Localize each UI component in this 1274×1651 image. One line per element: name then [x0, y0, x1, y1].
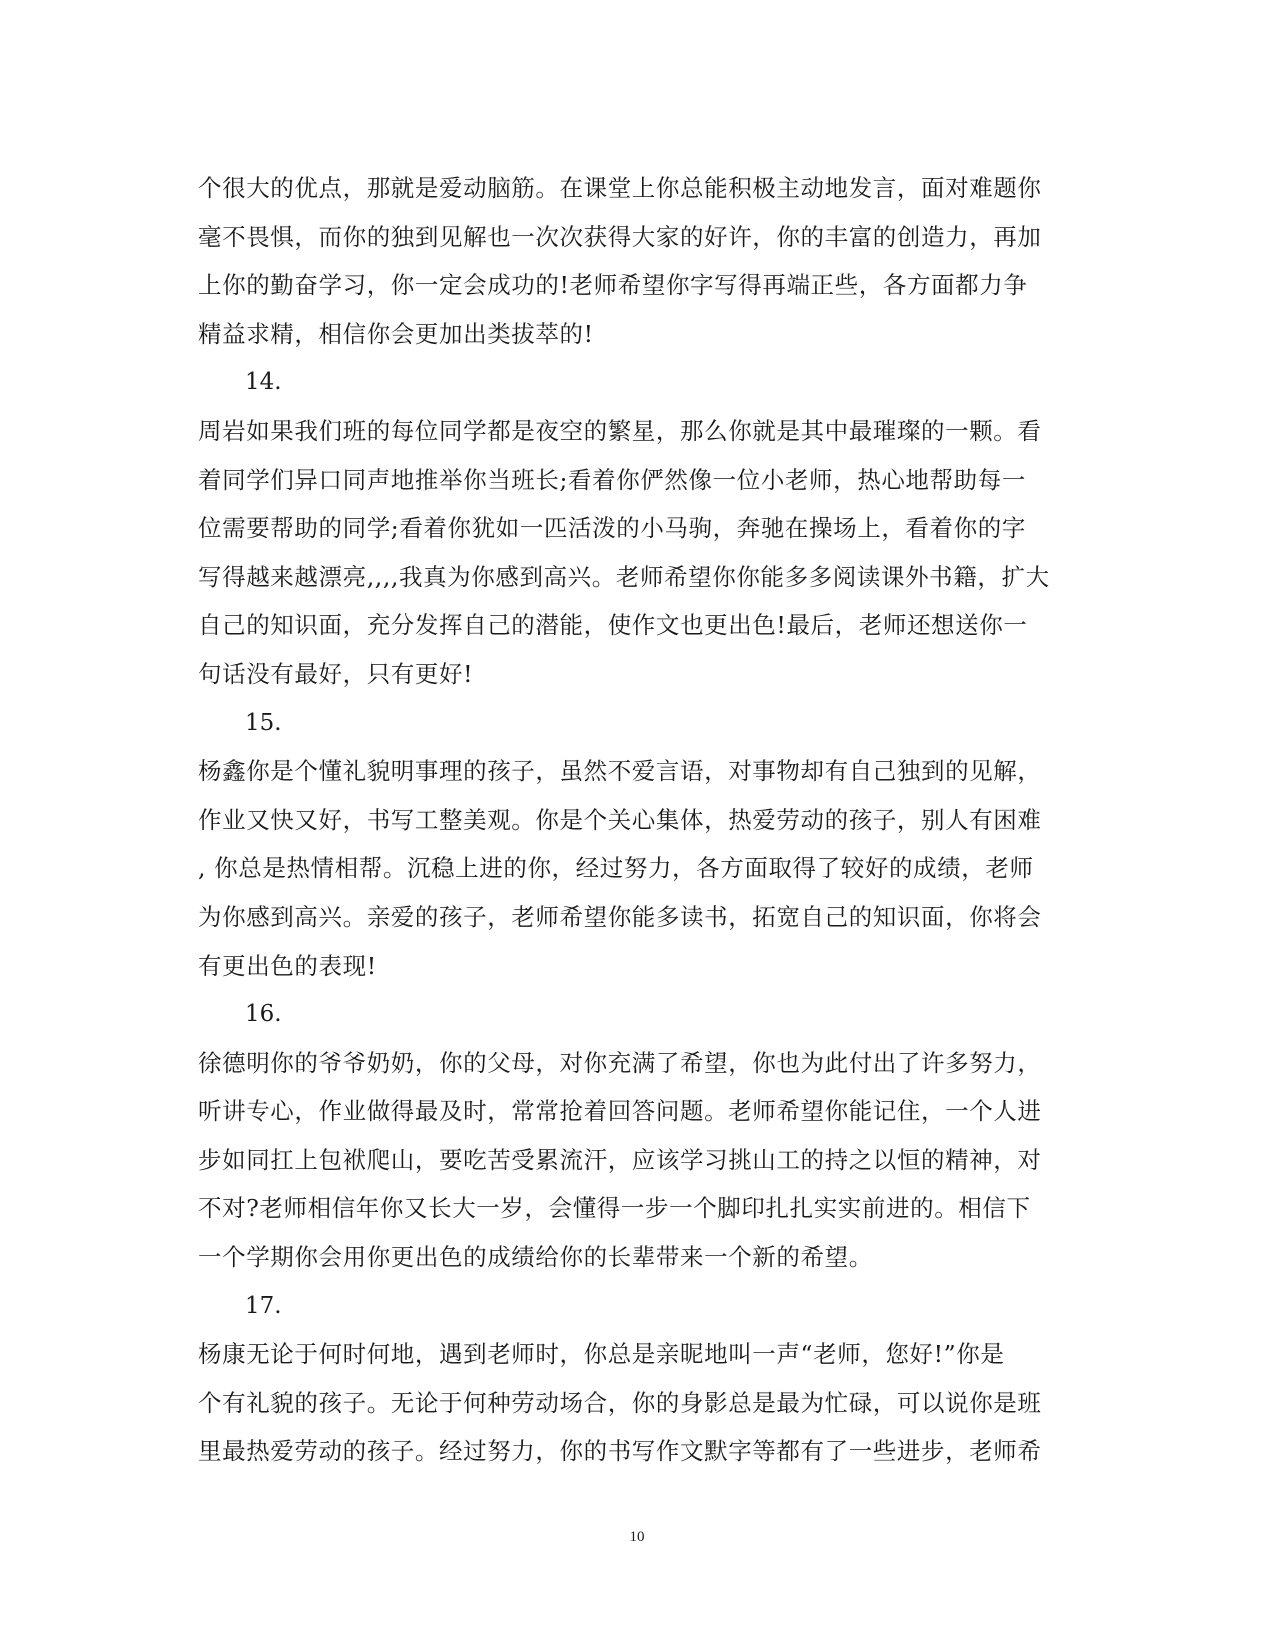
- text-line: 徐德明你的爷爷奶奶，你的父母，对你充满了希望，你也为此付出了许多努力，: [198, 1048, 1042, 1077]
- page-number: 10: [629, 1529, 645, 1545]
- text-line: 不对?老师相信年你又长大一岁，会懂得一步一个脚印扎扎实实前进的。相信下: [198, 1194, 1031, 1223]
- text-line: 写得越来越漂亮,,,,我真为你感到高兴。老师希望你你能多多阅读课外书籍，扩大: [198, 562, 1050, 591]
- text-line: 着同学们异口同声地推举你当班长;看着你俨然像一位小老师，热心地帮助每一: [198, 465, 1026, 494]
- text-line: 个很大的优点，那就是爱动脑筋。在课堂上你总能积极主动地发言，面对难题你: [198, 174, 1042, 202]
- text-line: 句话没有最好，只有更好!: [198, 659, 474, 688]
- item-number: 16.: [245, 1001, 282, 1028]
- text-line: 为你感到高兴。亲爱的孩子，老师希望你能多读书，拓宽自己的知识面，你将会: [198, 902, 1042, 931]
- text-line: 位需要帮助的同学;看着你犹如一匹活泼的小马驹，奔驰在操场上，看着你的字: [198, 514, 1026, 543]
- text-line: 作业又快又好，书写工整美观。你是个关心集体，热爱劳动的孩子，别人有困难: [198, 805, 1042, 834]
- item-number: 14.: [245, 369, 282, 396]
- text-line: 上你的勤奋学习，你一定会成功的!老师希望你字写得再端正些，各方面都力争: [198, 271, 1028, 300]
- text-line: 自己的知识面，充分发挥自己的潜能，使作文也更出色!最后，老师还想送你一: [198, 611, 1028, 640]
- text-line: 精益求精，相信你会更加出类拔萃的!: [198, 319, 594, 348]
- text-line: , 你总是热情相帮。沉稳上进的你，经过努力，各方面取得了较好的成绩，老师: [198, 854, 1034, 883]
- text-line: 里最热爱劳动的孩子。经过努力，你的书写作文默字等都有了一些进步，老师希: [198, 1437, 1042, 1466]
- text-line: 有更出色的表现!: [198, 951, 377, 980]
- text-line: 步如同扛上包袱爬山，要吃苦受累流汗，应该学习挑山工的持之以恒的精神，对: [198, 1145, 1042, 1174]
- text-line: 毫不畏惧，而你的独到见解也一次次获得大家的好许，你的丰富的创造力，再加: [198, 222, 1042, 251]
- item-number: 17.: [245, 1292, 282, 1319]
- text-line: 杨康无论于何时何地，遇到老师时，你总是亲昵地叫一声“老师，您好!”你是: [198, 1340, 1005, 1369]
- body-text: [198, 164, 1078, 1476]
- text-line: 个有礼貌的孩子。无论于何种劳动场合，你的身影总是最为忙碌，可以说你是班: [198, 1388, 1042, 1417]
- item-number: 15.: [245, 709, 282, 736]
- text-line: 听讲专心，作业做得最及时，常常抢着回答问题。老师希望你能记住，一个人进: [198, 1097, 1042, 1126]
- text-line: 周岩如果我们班的每位同学都是夜空的繁星，那么你就是其中最璀璨的一颗。看: [198, 416, 1042, 445]
- text-line: 一个学期你会用你更出色的成绩给你的长辈带来一个新的希望。: [198, 1243, 873, 1272]
- text-line: 杨鑫你是个懂礼貌明事理的孩子，虽然不爱言语，对事物却有自己独到的见解，: [198, 757, 1042, 786]
